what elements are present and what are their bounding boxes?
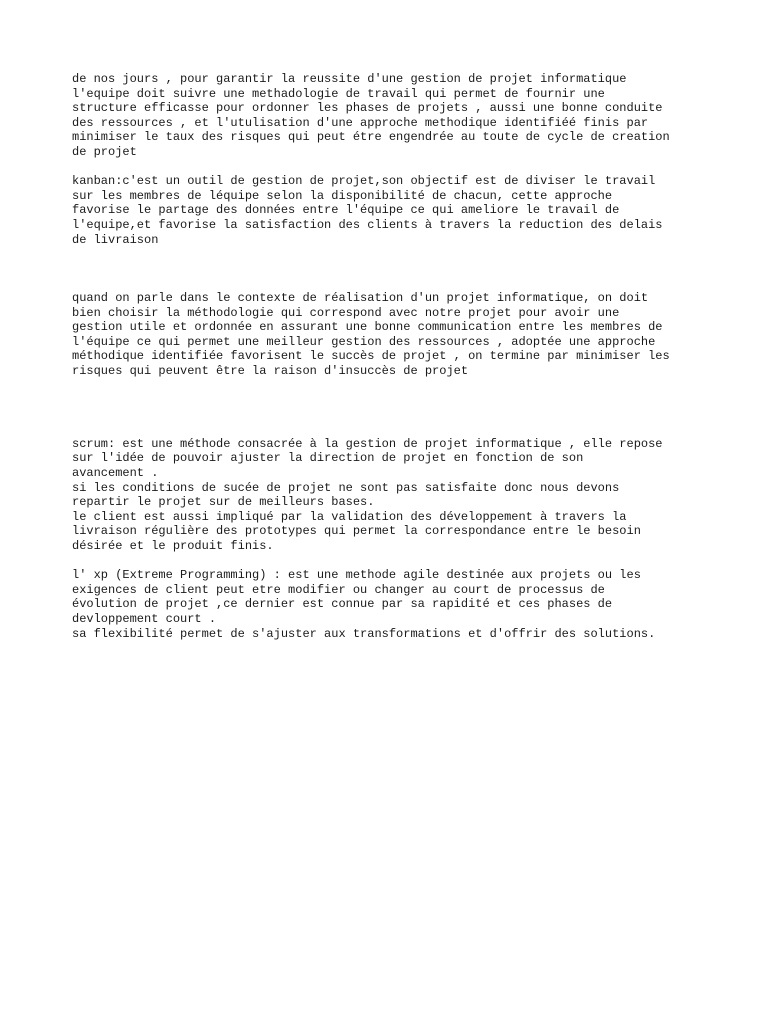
xp-paragraph: l' xp (Extreme Programming) : est une methode agile destinée aux projets ou les exigences de client peut etre modifier ou changer au court de processus de évolution de projet ,ce dernier est connue par sa rapidité et ces phases de devloppement court . sa flexibilité permet de s'ajuster aux transformations et d'offrir des solutions. xyxy=(72,568,656,641)
scrum-paragraph: scrum: est une méthode consacrée à la gestion de projet informatique , elle repose sur l'idée de pouvoir ajuster la direction de projet en fonction de son avancement . si les conditions de sucée de projet ne sont pas satisfaite donc nous devons repartir le projet sur de meilleurs bases. le client est aussi impliqué par la validation des développement à travers la livraison régulière des prototypes qui permet la correspondance entre le besoin désirée et le produit finis. xyxy=(72,436,663,554)
methodology-paragraph: quand on parle dans le contexte de réalisation d'un projet informatique, on doit bien choisir la méthodologie qui correspond avec notre projet pour avoir une gestion utile et ordonnée en assurant une bonne communication entre les membres de l'équipe ce qui permet une meilleur gestion des ressources , adoptée une approche méthodique identifiée favorisent le succès de projet , on termine par minimiser les risques qui peuvent être la raison d'insuccès de projet xyxy=(72,290,670,378)
paragraph-spacer xyxy=(72,160,732,175)
paragraph-spacer xyxy=(72,554,732,569)
kanban-paragraph: kanban:c'est un outil de gestion de projet,son objectif est de diviser le travail sur les membres de léquipe selon la disponibilité de chacun, cette approche favorise le partage des données entre l'équipe ce qui ameliore le travail de l'equipe,et favorise la satisfaction des clients à travers la reduction des delais de livraison xyxy=(72,174,663,247)
document-page xyxy=(72,72,732,641)
paragraph-spacer xyxy=(72,378,732,436)
intro-paragraph: de nos jours , pour garantir la reussite d'une gestion de projet informatique l'equipe doit suivre une methadologie de travail qui permet de fournir une structure efficasse pour ordonner les phases de projets , aussi une bonne conduite des ressources , et l'utulisation d'une approche methodique identifiéé finis par minimiser le taux des risques qui peut étre engendrée au toute de cycle de creation de projet xyxy=(72,72,670,159)
paragraph-spacer xyxy=(72,247,732,291)
